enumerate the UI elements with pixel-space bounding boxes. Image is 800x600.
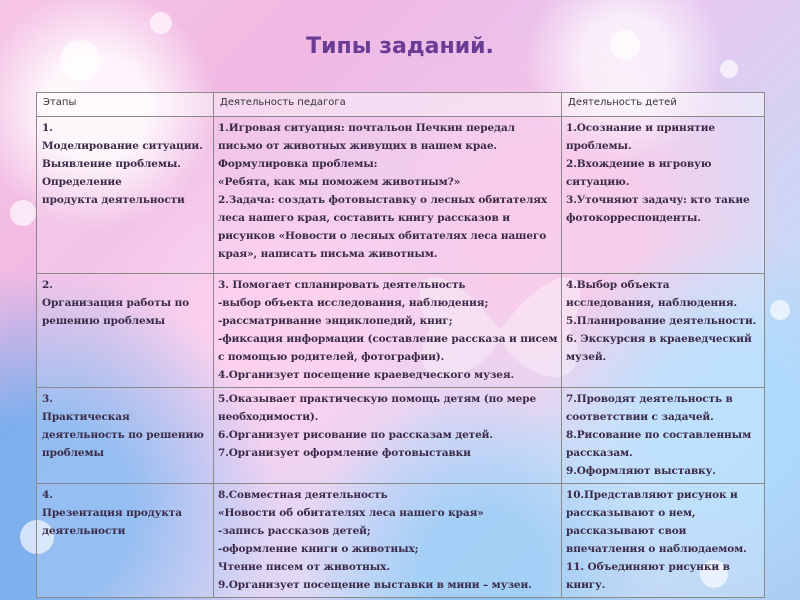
cell-line: 11. Объединяют рисунки в xyxy=(566,561,730,573)
cell-line: «Новости об обитателях леса нашего края» xyxy=(218,507,484,519)
cell-line: края», написать письма животным. xyxy=(218,248,438,260)
cell-line: с помощью родителей, фотографии). xyxy=(218,351,445,363)
cell-line: фотокорреспонденты. xyxy=(566,212,701,224)
cell-line: леса нашего края, составить книгу рассказов и xyxy=(218,212,510,224)
cell-line: письмо от животных живущих в нашем крае. xyxy=(218,140,497,152)
cell-line: деятельность по решению xyxy=(42,429,204,441)
teacher-cell xyxy=(214,484,562,598)
cell-line: 2.Вхождение в игровую xyxy=(566,158,712,170)
children-cell xyxy=(562,484,765,598)
cell-line: -оформление книги о животных; xyxy=(218,543,419,555)
background-sparkle xyxy=(770,300,790,320)
cell-line: Определение xyxy=(42,176,122,188)
cell-line: проблемы xyxy=(42,447,104,459)
stage-cell xyxy=(37,484,214,598)
cell-line: 5.Оказывает практическую помощь детям (по мере xyxy=(218,393,537,405)
cell-line: деятельности xyxy=(42,525,126,537)
cell-line: рассказам. xyxy=(566,447,633,459)
cell-line: 8.Рисование по составленным xyxy=(566,429,752,441)
header-teacher-activity: Деятельность педагога xyxy=(214,93,562,117)
background-sparkle xyxy=(150,12,172,34)
cell-line: 2. xyxy=(42,279,53,291)
cell-line: -фиксация информации (составление рассказа и писем xyxy=(218,333,558,345)
cell-line: Чтение писем от животных. xyxy=(218,561,390,573)
stage-cell xyxy=(37,274,214,388)
cell-line: Моделирование ситуации. xyxy=(42,140,203,152)
cell-line: Выявление проблемы. xyxy=(42,158,181,170)
stage-cell xyxy=(37,117,214,274)
cell-line: -запись рассказов детей; xyxy=(218,525,371,537)
cell-line: впечатления о наблюдаемом. xyxy=(566,543,747,555)
cell-line: рассказывают о нем, xyxy=(566,507,696,519)
teacher-cell xyxy=(214,117,562,274)
children-cell xyxy=(562,388,765,484)
cell-line: соответствии с задачей. xyxy=(566,411,714,423)
cell-line: 1. xyxy=(42,122,53,134)
cell-line: -рассматривание энциклопедий, книг; xyxy=(218,315,453,327)
cell-line: ситуацию. xyxy=(566,176,630,188)
cell-line: 3. xyxy=(42,393,53,405)
cell-line: 1.Игровая ситуация: почтальон Печкин передал xyxy=(218,122,515,134)
table-row xyxy=(37,274,765,388)
cell-line: Формулировка проблемы: xyxy=(218,158,378,170)
cell-line: 8.Совместная деятельность xyxy=(218,489,388,501)
cell-line: 6.Организует рисование по рассказам детей. xyxy=(218,429,493,441)
table-row xyxy=(37,484,765,598)
background-sparkle xyxy=(10,200,36,226)
teacher-cell xyxy=(214,388,562,484)
cell-line: 4.Выбор объекта xyxy=(566,279,670,291)
cell-line: 7.Организует оформление фотовыставки xyxy=(218,447,471,459)
page-title: Типы заданий. xyxy=(306,34,494,59)
cell-line: «Ребята, как мы поможем животным?» xyxy=(218,176,461,188)
cell-line: проблемы. xyxy=(566,140,632,152)
children-cell xyxy=(562,117,765,274)
cell-line: 6. Экскурсия в краеведческий xyxy=(566,333,752,345)
table-row xyxy=(37,388,765,484)
cell-line: 7.Проводят деятельность в xyxy=(566,393,733,405)
cell-line: Практическая xyxy=(42,411,130,423)
header-stages: Этапы xyxy=(37,93,214,117)
cell-line: 5.Планирование деятельности. xyxy=(566,315,757,327)
cell-line: решению проблемы xyxy=(42,315,166,327)
cell-line: книгу. xyxy=(566,579,606,591)
teacher-cell xyxy=(214,274,562,388)
cell-line: продукта деятельности xyxy=(42,194,185,206)
table-row xyxy=(37,117,765,274)
cell-line: 3. Помогает спланировать деятельность xyxy=(218,279,466,291)
cell-line: рисунков «Новости о лесных обитателях леса нашего xyxy=(218,230,547,242)
cell-line: 4. xyxy=(42,489,53,501)
background-sparkle xyxy=(720,60,738,78)
children-cell xyxy=(562,274,765,388)
cell-line: 4.Организует посещение краеведческого музея. xyxy=(218,369,515,381)
cell-line: Организация работы по xyxy=(42,297,190,309)
cell-line: исследования, наблюдения. xyxy=(566,297,738,309)
cell-line: рассказывают свои xyxy=(566,525,687,537)
cell-line: Презентация продукта xyxy=(42,507,182,519)
stages-table xyxy=(36,92,765,598)
cell-line: 9.Оформляют выставку. xyxy=(566,465,716,477)
cell-line: музей. xyxy=(566,351,607,363)
header-children-activity: Деятельность детей xyxy=(562,93,765,117)
stage-cell xyxy=(37,388,214,484)
cell-line: 10.Представляют рисунок и xyxy=(566,489,738,501)
table-header-row xyxy=(37,93,765,117)
cell-line: 2.Задача: создать фотовыставку о лесных обитателях xyxy=(218,194,548,206)
cell-line: необходимости). xyxy=(218,411,319,423)
cell-line: 9.Организует посещение выставки в мини – музеи. xyxy=(218,579,532,591)
cell-line: 3.Уточняют задачу: кто такие xyxy=(566,194,750,206)
cell-line: 1.Осознание и принятие xyxy=(566,122,715,134)
cell-line: -выбор объекта исследования, наблюдения; xyxy=(218,297,489,309)
